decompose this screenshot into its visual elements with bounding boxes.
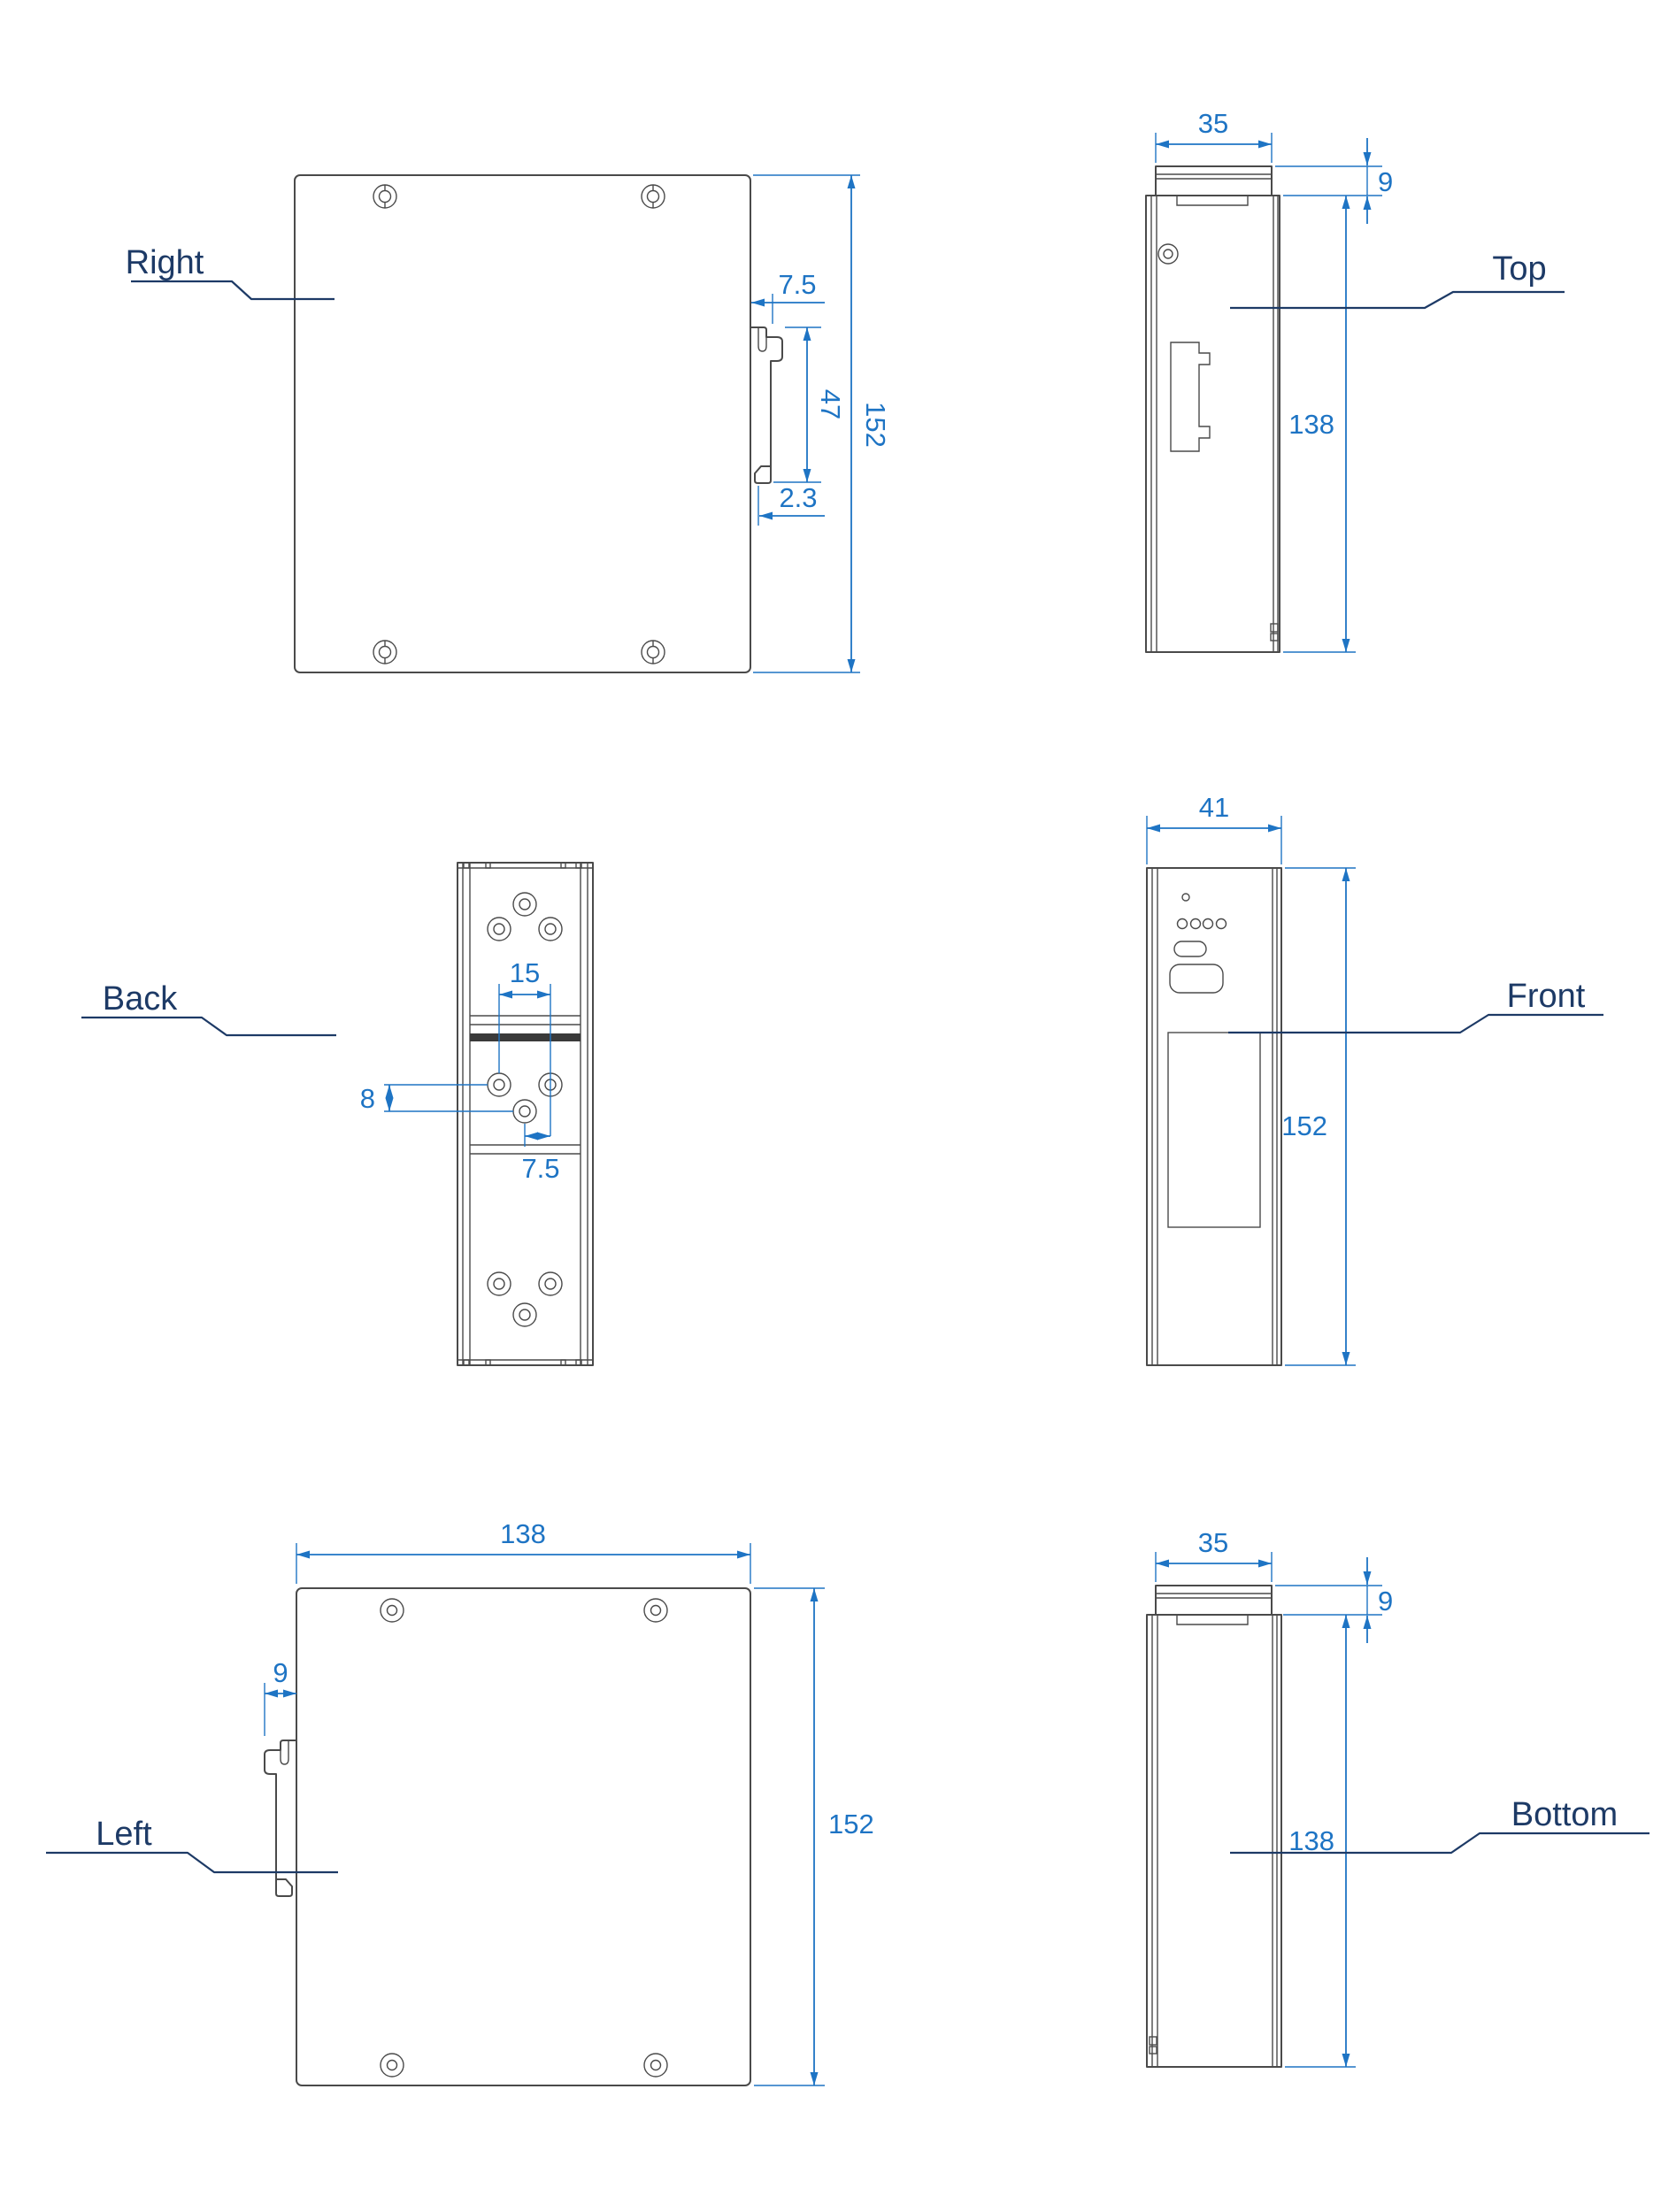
screw-hole [488,918,511,941]
dim-text: 9 [273,1657,288,1688]
dimension-hole-spacing [499,957,550,1136]
status-led [1178,919,1188,929]
dim-text: 138 [500,1518,546,1549]
label-window [1168,1033,1260,1227]
dim-text: 47 [815,388,846,420]
dim-text: 152 [828,1809,874,1839]
dimension-depth [1285,1615,1356,2067]
dimension-hole-pitch [521,1124,559,1184]
dimension-rail-height [1275,138,1393,224]
top-notch [1177,1615,1248,1624]
view-label-top: Top [1492,250,1547,288]
dim-text: 9 [1378,1586,1394,1617]
bottom-view [1147,1527,1649,2067]
enclosure-side-panel [296,1588,750,2085]
din-clip-slot [758,327,766,351]
din-rail-cap [1156,166,1272,196]
label-leader [1228,1015,1603,1033]
top-notch [1177,196,1248,205]
dim-text: 2.3 [779,482,818,513]
edge-detail [1150,2047,1157,2054]
dim-text: 152 [1281,1110,1327,1141]
dim-text: 138 [1288,409,1334,440]
edge-detail [1271,634,1278,641]
dim-text: 8 [359,1083,375,1114]
dimension-clip-offset [758,482,825,526]
right-view [126,175,891,672]
status-led [1203,919,1213,929]
dim-text: 41 [1198,792,1230,823]
label-leader [81,1018,336,1035]
back-view [81,863,593,1365]
dim-text: 35 [1197,108,1229,139]
dimension-hole-drop [360,1083,513,1114]
din-rail-cap [1156,1586,1272,1615]
enclosure-body [1147,1615,1281,2067]
view-label-bottom: Bottom [1511,1796,1619,1833]
left-view [46,1518,874,2085]
screw-hole [381,1599,404,1622]
view-label-left: Left [96,1816,152,1853]
screw-hole [513,893,536,916]
dim-text: 152 [860,402,891,448]
enclosure-back-panel [458,863,593,1365]
dimension-rail-height [1275,1557,1393,1643]
power-led [1182,894,1189,901]
enclosure-front-panel [1147,868,1281,1365]
view-label-back: Back [102,980,178,1018]
top-view [1146,108,1565,652]
screw-hole [539,918,562,941]
enclosure-side-panel [295,175,750,672]
dimension-rail-width [1156,108,1272,163]
din-clip-profile [750,327,782,483]
dimension-clip-height [773,327,846,482]
dim-text: 35 [1197,1527,1229,1558]
screw-slot-hole [642,185,665,208]
din-clip-slot [281,1740,288,1764]
button [1170,964,1223,993]
front-view [1147,792,1603,1365]
dimension-height [1281,868,1356,1365]
screw-slot-hole [373,185,396,208]
terminal-connector [1171,342,1210,451]
screw-hole [644,2054,667,2077]
dim-text: 138 [1288,1825,1334,1856]
dimension-clip-width [751,269,825,324]
dimension-rail-width [265,1657,296,1736]
screw-hole [488,1073,511,1096]
dimension-width [1147,792,1281,864]
dimension-height [754,1588,874,2085]
label-leader [46,1853,338,1872]
screw-slot-hole [642,641,665,664]
edge-detail [1150,2037,1157,2045]
dimension-depth [1283,196,1356,652]
dim-text: 7.5 [521,1153,560,1184]
dim-text: 9 [1378,166,1394,197]
screw-slot-hole [373,641,396,664]
reset-slot [1174,941,1206,956]
dimension-height [753,175,891,672]
view-label-right: Right [125,244,204,281]
screw-hole [381,2054,404,2077]
edge-detail [1271,624,1278,632]
status-led [1217,919,1227,929]
dimension-rail-width [1156,1527,1272,1582]
screw-hole [513,1100,536,1123]
screw-hole [644,1599,667,1622]
dim-text: 7.5 [778,269,817,300]
dim-text: 15 [509,957,541,988]
screw-hole [1158,244,1178,264]
screw-hole [539,1272,562,1295]
view-label-front: Front [1506,978,1586,1015]
screw-hole [513,1303,536,1326]
status-led [1191,919,1201,929]
label-leader [131,281,335,299]
screw-hole [488,1272,511,1295]
dimension-depth [296,1518,750,1584]
